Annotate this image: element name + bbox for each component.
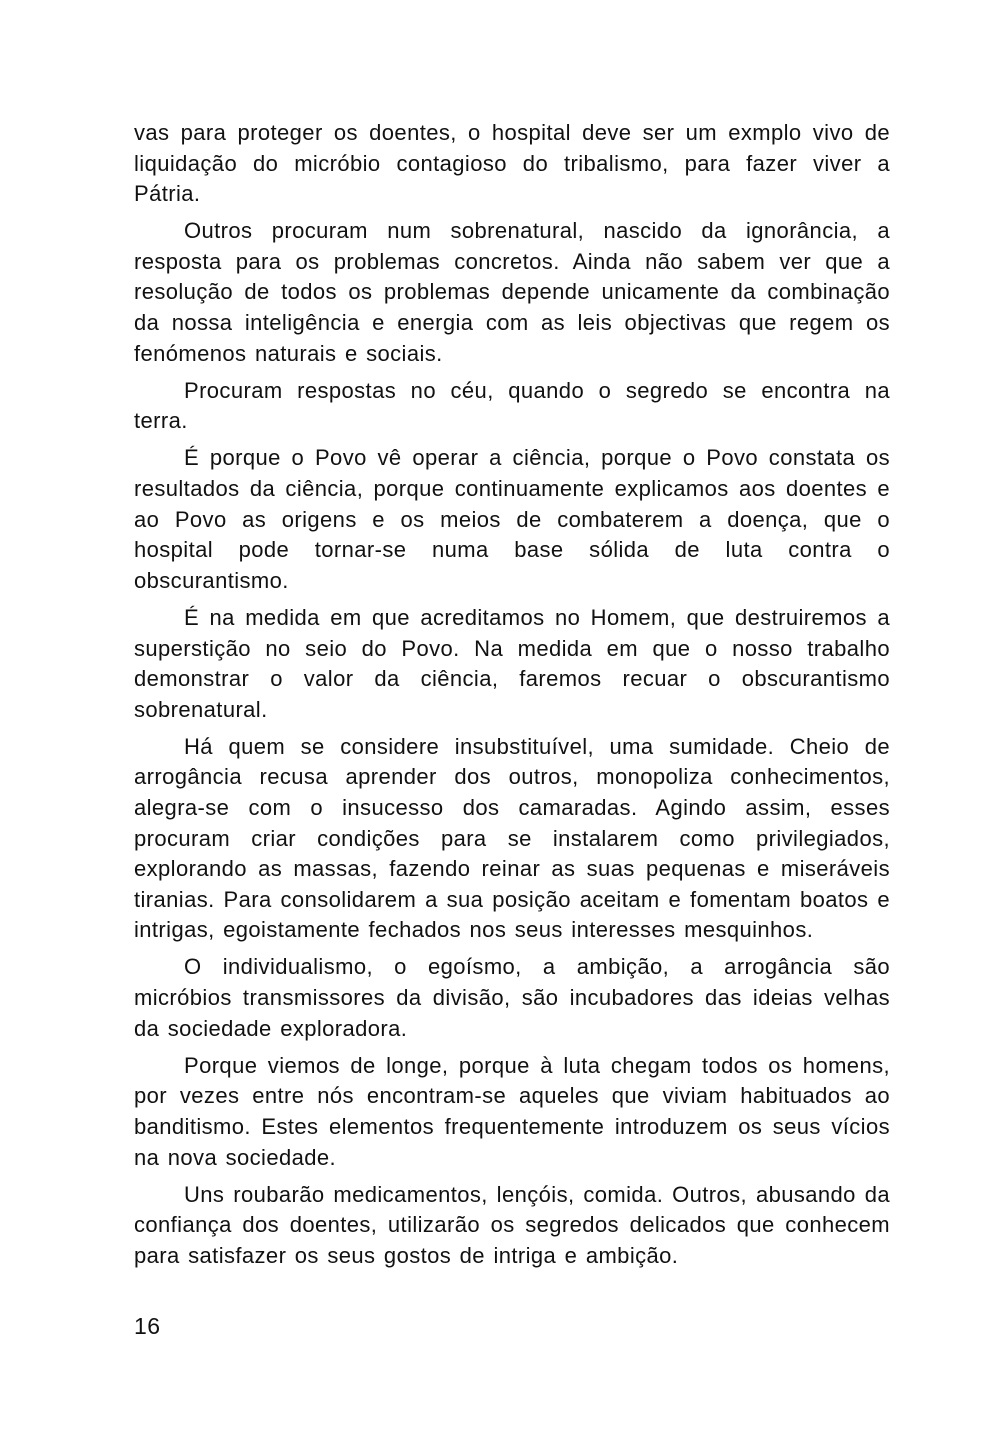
- paragraph: É na medida em que acreditamos no Homem, que destruiremos a superstição no seio do Povo. Na medida em que o nosso trabalho demonstrar o valor da ciência, faremos recuar o obscurantismo sobrenatural.: [134, 604, 890, 722]
- page-body: [134, 118, 890, 1278]
- page-number: 16: [134, 1313, 161, 1339]
- paragraph: É porque o Povo vê operar a ciência, porque o Povo constata os resultados da ciência, porque continuamente explicamos aos doentes e ao Povo as origens e os meios de combaterem a doença, que o hospital pode tornar-se numa base sólida de luta contra o obscurantismo.: [134, 445, 890, 593]
- paragraph: Procuram respostas no céu, quando o segredo se encontra na terra.: [134, 377, 890, 434]
- paragraph: Porque viemos de longe, porque à luta chegam todos os homens, por vezes entre nós encontram-se aqueles que viviam habituados ao banditismo. Estes elementos frequentemente introduzem os seus vícios na nova sociedade.: [134, 1052, 890, 1170]
- paragraph: Há quem se considere insubstituível, uma sumidade. Cheio de arrogância recusa aprender dos outros, monopoliza conhecimentos, alegra-se com o insucesso dos camaradas. Agindo assim, esses procuram criar condições para se instalarem como privilegiados, explorando as massas, fazendo reinar as suas pequenas e miseráveis tiranias. Para consolidarem a sua posição aceitam e fomentam boatos e intrigas, egoistamente fechados nos seus interesses mesquinhos.: [134, 733, 890, 943]
- paragraph: vas para proteger os doentes, o hospital deve ser um exmplo vivo de liquidação do micróbio contagioso do tribalismo, para fazer viver a Pátria.: [134, 120, 890, 207]
- paragraph: Outros procuram num sobrenatural, nascido da ignorância, a resposta para os problemas concretos. Ainda não sabem ver que a resolução de todos os problemas depende unicamente da combinação da nossa inteligência e energia com as leis objectivas que regem os fenómenos naturais e sociais.: [134, 218, 890, 366]
- paragraph: O individualismo, o egoísmo, a ambição, a arrogância são micróbios transmissores da divisão, são incubadores das ideias velhas da sociedade exploradora.: [134, 954, 890, 1041]
- paragraph: Uns roubarão medicamentos, lençóis, comida. Outros, abusando da confiança dos doentes, utilizarão os segredos delicados que conhecem para satisfazer os seus gostos de intriga e ambição.: [134, 1181, 890, 1268]
